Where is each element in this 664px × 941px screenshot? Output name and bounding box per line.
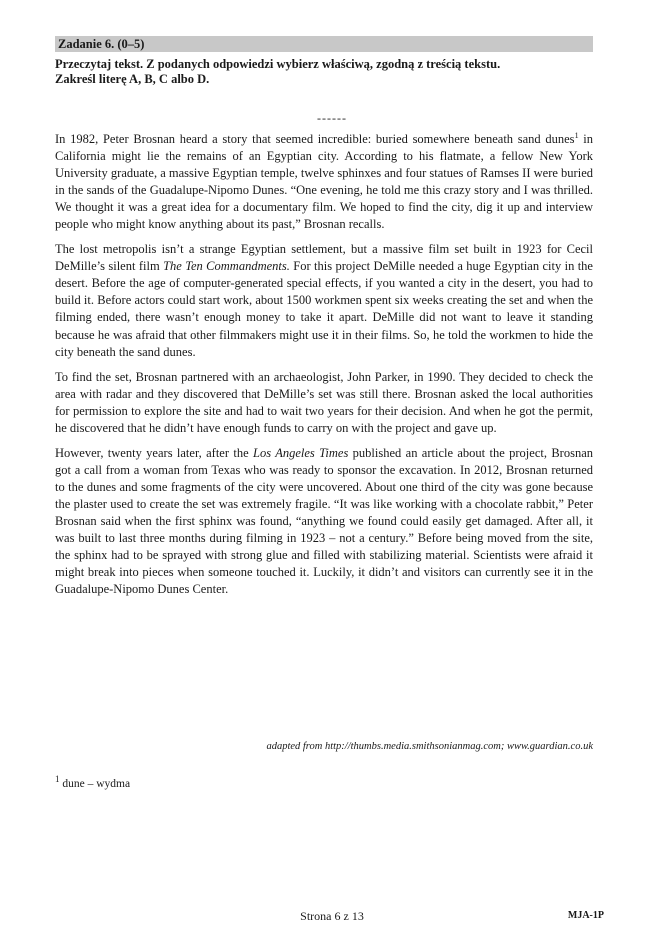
text-separator: ------ [317,111,347,125]
source-citation: adapted from http://thumbs.media.smithsonianmag.com; www.guardian.co.uk [266,741,593,752]
newspaper-title: Los Angeles Times [253,445,349,460]
footnote [55,776,130,792]
paragraph-4-start: However, twenty years later, after the [55,445,253,460]
paragraph-2 [55,241,593,360]
paragraph-1-start: In 1982, Peter Brosnan heard a story that seemed incredible: buried somewhere beneath sand dunes [55,132,575,146]
task-header: Zadanie 6. (0–5) [55,36,593,52]
instruction-line-2: Zakreśl literę A, B, C albo D. [55,72,210,86]
footnote-number: 1 [55,774,60,785]
paragraph-2-rest: For this project DeMille needed a huge Egyptian city in the desert. Before the age of computer-generated special effects, if you wanted a city in the desert, you had to build it. Before actors could start work, about 1500 workmen spent six weeks creating the set and when the filming ended, there wasn’t enough money to take it apart. DeMille did not want to leave it standing because he was afraid that other filmmakers might use it in their films. So, he told the workmen to hide the city beneath the sand dunes. [55,259,593,359]
paragraph-4-rest: published an article about the project, Brosnan got a call from a woman from Texas who was ready to sponsor the excavation. In 2012, Brosnan returned to the dunes and some fragments of the city were uncovered. About one third of the city was gone because the plaster used to create the set was extremely fragile. “It was like working with a chocolate rabbit,” Peter Brosnan said when the first sphinx was found, “anything we found could easily get damaged. After all, it was built to last three months during filming in 1923 – not a century.” Before being moved from the site, the sphinx had to be sprayed with strong glue and filled with stabilizing material. Scientists were afraid it might break into pieces when someone touched it. Luckily, it didn’t and visitors can currently see it in the Guadalupe-Nipomo Dunes Center. [55,445,594,597]
paragraph-2-start: The lost metropolis isn’t a strange Egyptian settlement, but a massive film set built in 1923 for Cecil DeMille’s silent film [55,242,593,274]
exam-code: MJA-1P [567,910,604,921]
paragraph-3: To find the set, Brosnan partnered with an archaeologist, John Parker, in 1990. They decided to check the area with radar and they discovered that DeMille’s set was still there. Brosnan asked the local authorities for permission to explore the site and had to wait two years for their decision. And when he got the permit, he discovered that he didn’t have enough funds to carry on with the project and gave up. [55,369,593,435]
film-title: The Ten Commandments. [163,259,290,274]
paragraph-1-rest: in California might lie the remains of an Egyptian city. According to his flatmate, a fellow New York University graduate, a massive Egyptian temple, twelve sphinxes and four statues of Ramses II were buried in the sands of the Guadalupe-Nipomo Dunes. “One evening, he told me this crazy story and I was thrilled. We thought it was a great idea for a documentary film. We hoped to find the city, dig it up and interview people who might know anything about its past,” Brosnan recalls. [55,132,593,232]
footnote-reference: 1 [574,130,579,140]
task-instruction [55,57,593,87]
page-number: Strona 6 z 13 [300,909,364,923]
instruction-line-1: Przeczytaj tekst. Z podanych odpowiedzi wybierz właściwą, zgodną z treścią tekstu. [55,57,501,71]
paragraph-1 [55,131,593,233]
footnote-text: dune – wydma [59,778,131,790]
article-text [55,131,593,606]
paragraph-4 [55,445,593,598]
